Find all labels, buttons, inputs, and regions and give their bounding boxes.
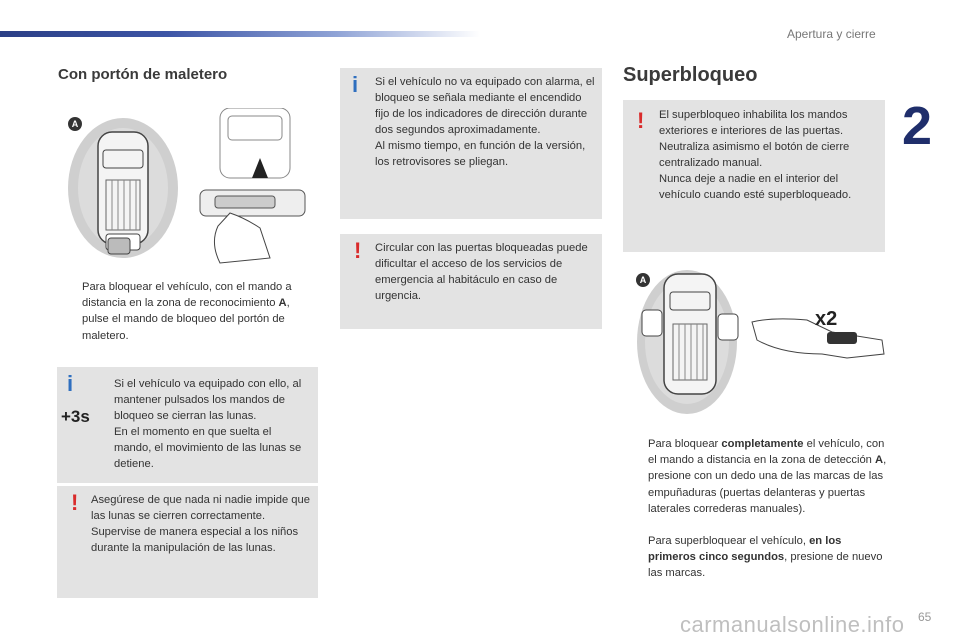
header-accent-bar xyxy=(0,31,480,37)
bullet-bold: en los primeros cinco segundos xyxy=(648,535,842,564)
info-line: Al mismo tiempo, en función de la versión, los retrovisores se pliegan. xyxy=(375,140,586,168)
bullet-bold: A xyxy=(875,454,884,467)
warning-icon: ! xyxy=(71,490,79,515)
warning-box-emergency xyxy=(340,234,602,329)
bullet-full-lock xyxy=(624,436,888,517)
warning-line: El superbloqueo inhabilita los mandos exteriores e interiores de las puertas. xyxy=(659,109,848,137)
warning-line: Nunca deje a nadie en el interior del vehículo cuando esté superbloqueado. xyxy=(659,173,852,201)
bullet-tailgate-lock xyxy=(58,279,314,344)
zone-a-marker: A xyxy=(636,273,650,287)
page-number: 65 xyxy=(918,610,932,624)
running-title: Apertura y cierre xyxy=(787,27,876,41)
bullet-text-end: , presione de nuevo las marcas. xyxy=(648,551,883,580)
plus-3s-badge-icon: +3s xyxy=(61,407,90,426)
press-twice-label: x2 xyxy=(815,308,838,330)
section-title-superlock: Superbloqueo xyxy=(623,64,758,86)
warning-line: Circular con las puertas bloqueadas puede dificultar el acceso de los servicios de emergencia al habitáculo en caso de urgencia. xyxy=(375,242,588,302)
watermark: carmanualsonline.info xyxy=(680,612,905,637)
warning-line: Supervise de manera especial a los niños durante la manipulación de las lunas. xyxy=(91,526,299,554)
bullet-text: Para superbloquear el vehículo, xyxy=(648,535,810,547)
bullet-superlock xyxy=(624,533,888,582)
warning-icon: ! xyxy=(637,108,645,133)
info-icon: i xyxy=(352,72,359,97)
info-box-alarm xyxy=(340,68,602,219)
warning-icon: ! xyxy=(354,238,362,263)
zone-a-marker: A xyxy=(68,117,82,131)
section-title-tailgate: Con portón de maletero xyxy=(58,66,228,83)
info-box-windows xyxy=(57,367,318,483)
info-icon: i xyxy=(67,371,74,396)
bullet-text: Para bloquear xyxy=(648,438,722,450)
chapter-number: 2 xyxy=(902,96,933,156)
info-line: En el momento en que suelta el mando, el movimiento de las lunas se detiene. xyxy=(114,426,302,470)
bullet-text: el vehículo, con el mando a distancia en la zona de detección xyxy=(648,438,885,467)
bullet-text-end: , presione con un dedo una de las marcas de las empuñaduras (puertas delanteras y puertas laterales correderas manuales). xyxy=(648,454,887,515)
warning-box-superlock xyxy=(623,100,885,252)
warning-line: Neutraliza asimismo el botón de cierre centralizado manual. xyxy=(659,141,850,169)
info-line: Si el vehículo no va equipado con alarma, el bloqueo se señala mediante el encendido fijo de los indicadores de dirección durante dos segundos aproximadamente. xyxy=(375,76,595,136)
superlock-illustration xyxy=(632,262,887,422)
bullet-text-end: , pulse el mando de bloqueo del portón de maletero. xyxy=(82,297,290,342)
warning-box-windows xyxy=(57,486,318,598)
bullet-text: Para bloquear el vehículo, con el mando a distancia en la zona de reconocimiento xyxy=(82,281,292,310)
info-line: Si el vehículo va equipado con ello, al mantener pulsados los mandos de bloqueo se cierran las lunas. xyxy=(114,378,302,422)
bullet-bold: A xyxy=(278,297,287,310)
bullet-bold: completamente xyxy=(721,438,804,450)
tailgate-lock-illustration xyxy=(60,108,310,268)
warning-line: Asegúrese de que nada ni nadie impide que las lunas se cierren correctamente. xyxy=(91,494,310,522)
